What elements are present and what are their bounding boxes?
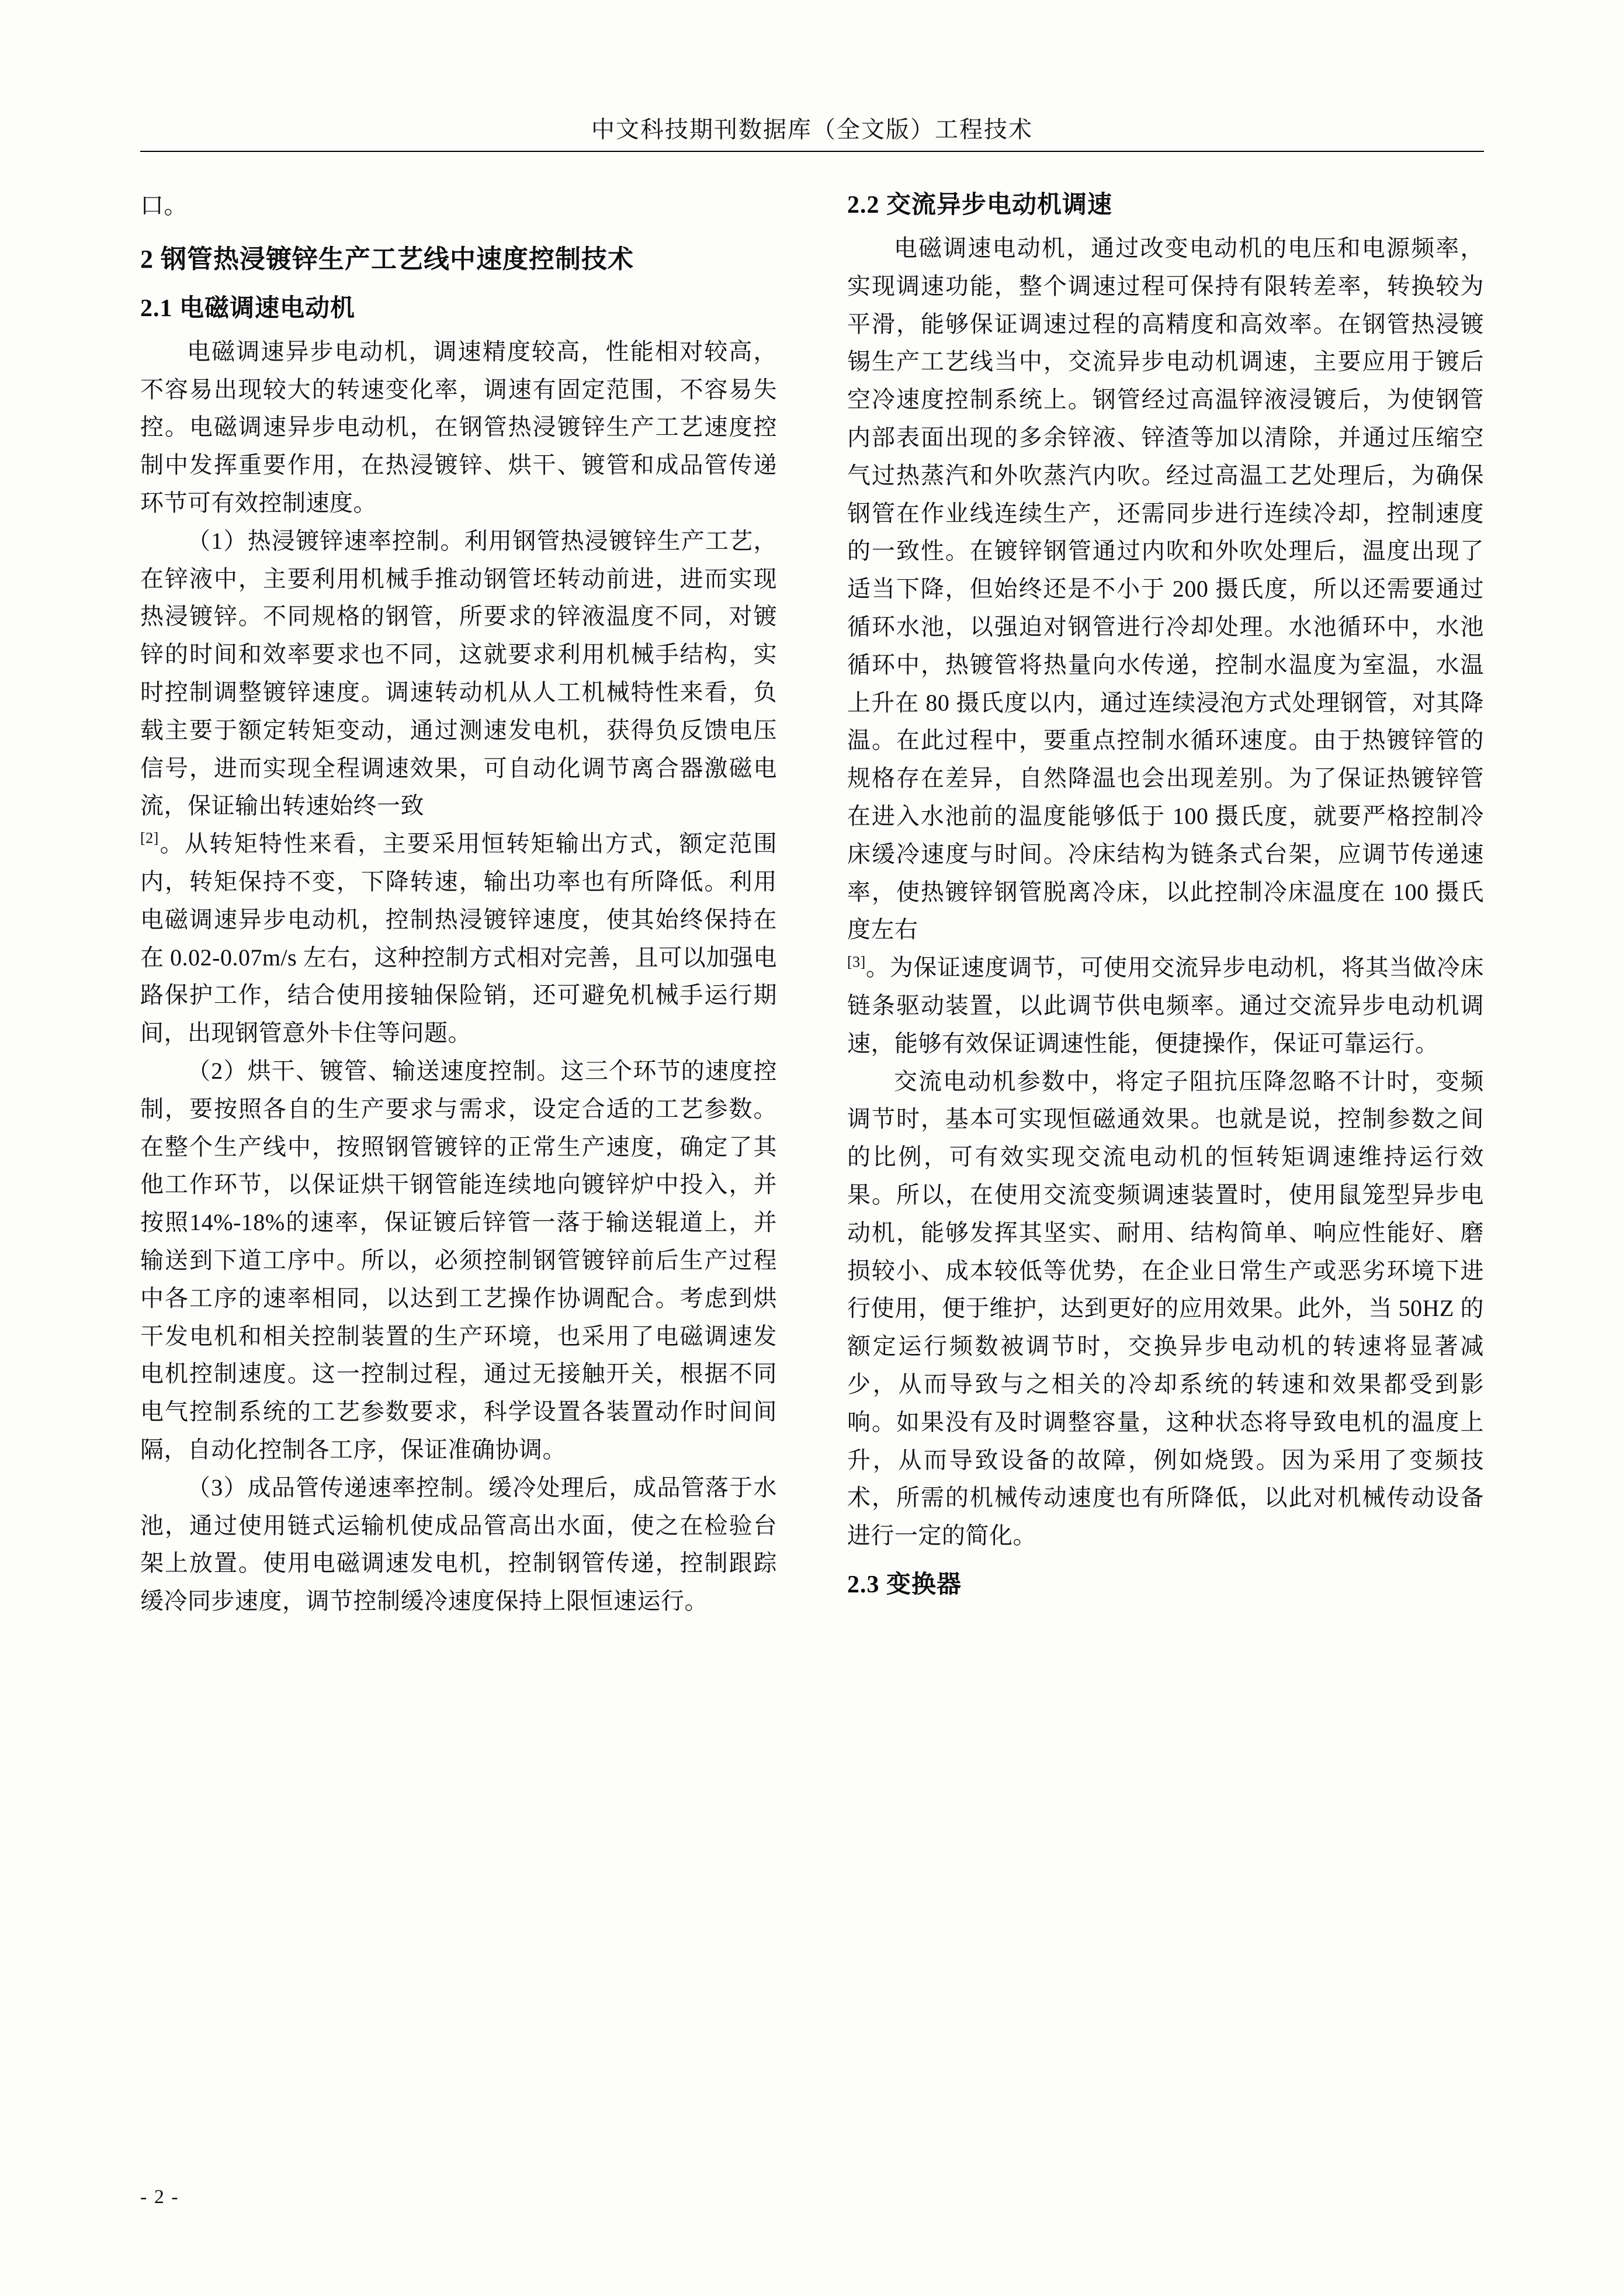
two-column-body xyxy=(140,187,1484,1620)
section-heading-2: 2 钢管热浸镀锌生产工艺线中速度控制技术 xyxy=(140,244,634,273)
paragraph-with-citation xyxy=(847,949,1484,1062)
right-column xyxy=(847,187,1484,1620)
paragraph-text: 。为保证速度调节，可使用交流异步电动机，将其当做冷床链条驱动装置，以此调节供电频率。通过交流异步电动机调速，能够有效保证调速性能，便捷操作，保证可靠运行。 xyxy=(847,954,1484,1057)
header-divider xyxy=(140,151,1484,152)
paragraph: 电磁调速异步电动机，调速精度较高，性能相对较高，不容易出现较大的转速变化率，调速有固定范围，不容易失控。电磁调速异步电动机，在钢管热浸镀锌生产工艺速度控制中发挥重要作用，在热浸镀锌、烘干、镀管和成品管传递环节可有效控制速度。 xyxy=(140,338,777,516)
citation-ref-3: [3] xyxy=(847,953,866,971)
subsection-heading-2-2: 2.2 交流异步电动机调速 xyxy=(847,192,1113,219)
citation-ref-2: [2] xyxy=(140,829,159,847)
page-header: 中文科技期刊数据库（全文版）工程技术 xyxy=(591,116,1033,143)
page-footer xyxy=(140,2186,1484,2208)
paragraph: 电磁调速电动机，通过改变电动机的电压和电源频率，实现调速功能，整个调速过程可保持有限转差率，转换较为平滑，能够保证调速过程的高精度和高效率。在钢管热浸镀锡生产工艺线当中，交流异步电动机调速，主要应用于镀后空冷速度控制系统上。钢管经过高温锌液浸镀后，为使钢管内部表面出现的多余锌液、锌渣等加以清除，并通过压缩空气过热蒸汽和外吹蒸汽内吹。经过高温工艺处理后，为确保钢管在作业线连续生产，还需同步进行连续冷却，控制速度的一致性。在镀锌钢管通过内吹和外吹处理后，温度出现了适当下降，但始终还是不小于 200 摄氏度，所以还需要通过循环水池，以强迫对钢管进行冷却处理。水池循环中，水池循环中，热镀管将热量向水传递，控制水温度为室温，水温上升在 80 摄氏度以内，通过连续浸泡方式处理钢管，对其降温。在此过程中，要重点控制水循环速度。由于热镀锌管的规格存在差异，自然降温也会出现差别。为了保证热镀锌管在进入水池前的温度能够低于 100 摄氏度，就要严格控制冷床缓冷速度与时间。冷床结构为链条式台架，应调节传递速率，使热镀锌钢管脱离冷床，以此控制冷床温度在 100 摄氏度左右 xyxy=(847,235,1484,943)
paragraph: （2）烘干、镀管、输送速度控制。这三个环节的速度控制，要按照各自的生产要求与需求，设定合适的工艺参数。在整个生产线中，按照钢管镀锌的正常生产速度，确定了其他工作环节，以保证烘干钢管能连续地向镀锌炉中投入，并按照14%-18%的速率，保证镀后锌管一落于输送辊道上，并输送到下道工序中。所以，必须控制钢管镀锌前后生产过程中各工序的速率相同，以达到工艺操作协调配合。考虑到烘干发电机和相关控制装置的生产环境，也采用了电磁调速发电机控制速度。这一控制过程，通过无接触开关，根据不同电气控制系统的工艺参数要求，科学设置各装置动作时间间隔，自动化控制各工序，保证准确协调。 xyxy=(140,1057,777,1463)
subsection-heading-2-1: 2.1 电磁调速电动机 xyxy=(140,295,356,322)
page-number: - 2 - xyxy=(140,2186,179,2208)
paragraph: （1）热浸镀锌速率控制。利用钢管热浸镀锌生产工艺，在锌液中，主要利用机械手推动钢管坯转动前进，进而实现热浸镀锌。不同规格的钢管，所要求的锌液温度不同，对镀锌的时间和效率要求也不同，这就要求利用机械手结构，实时控制调整镀锌速度。调速转动机从人工机械特性来看，负载主要于额定转矩变动，通过测速发电机，获得负反馈电压信号，进而实现全程调速效果，可自动化调节离合器激磁电流，保证输出转速始终一致 xyxy=(140,527,777,819)
paragraph-text: 。从转矩特性来看，主要采用恒转矩输出方式，额定范围内，转矩保持不变，下降转速，输出功率也有所降低。利用电磁调速异步电动机，控制热浸镀锌速度，使其始终保持在在 0.02-0.07m/s 左右，这种控制方式相对完善，且可以加强电路保护工作，结合使用接轴保险销，还可避免机械手运行期间，出现钢管意外卡住等问题。 xyxy=(140,830,777,1047)
paragraph-with-citation xyxy=(140,825,777,1052)
paragraph: 交流电动机参数中，将定子阻抗压降忽略不计时，变频调节时，基本可实现恒磁通效果。也就是说，控制参数之间的比例，可有效实现交流电动机的恒转矩调速维持运行效果。所以，在使用交流变频调速装置时，使用鼠笼型异步电动机，能够发挥其坚实、耐用、结构简单、响应性能好、磨损较小、成本较低等优势，在企业日常生产或恶劣环境下进行使用，便于维护，达到更好的应用效果。此外，当 50HZ 的额定运行频数被调节时，交换异步电动机的转速将显著减少，从而导致与之相关的冷却系统的转速和效果都受到影响。如果没有及时调整容量，这种状态将导致电机的温度上升，从而导致设备的故障，例如烧毁。因为采用了变频技术，所需的机械传动速度也有所降低，以此对机械传动设备进行一定的简化。 xyxy=(847,1068,1484,1549)
subsection-heading-2-3: 2.3 变换器 xyxy=(847,1571,962,1598)
continued-text: 口。 xyxy=(140,192,188,219)
left-column xyxy=(140,187,777,1620)
paragraph: （3）成品管传递速率控制。缓冷处理后，成品管落于水池，通过使用链式运输机使成品管高出水面，使之在检验台架上放置。使用电磁调速发电机，控制钢管传递，控制跟踪缓冷同步速度，调节控制缓冷速度保持上限恒速运行。 xyxy=(140,1474,777,1615)
